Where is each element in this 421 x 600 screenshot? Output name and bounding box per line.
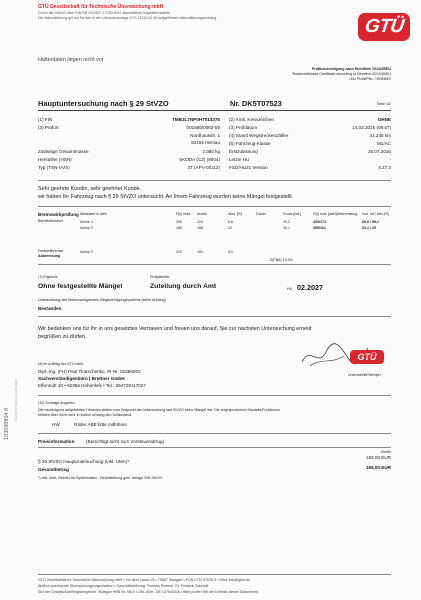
brake-header-cell: Abbremsung bbox=[337, 212, 358, 216]
brake-cell: 224 bbox=[197, 220, 203, 224]
vehicle-field-value: 92155 Hemau bbox=[191, 140, 220, 145]
vehicle-field-label: Letzte HU bbox=[229, 157, 250, 162]
vehicle-field-value: 4.27.3 bbox=[378, 165, 391, 170]
vehicle-field-value: - bbox=[389, 157, 391, 162]
brake-service-label: Betriebsbremse bbox=[38, 219, 64, 223]
gtu-stamp: GTÜ bbox=[350, 350, 384, 364]
sticker-label: Prüfplakette bbox=[150, 275, 170, 279]
brake-cell: 9,0 bbox=[228, 250, 233, 254]
price-item: § 29 StVZO Hauptuntersuchung (inkl. UMA)* bbox=[38, 459, 130, 464]
total-label: Gesamtbetrag bbox=[38, 467, 69, 472]
vehicle-field-value: SKODA (CZ) (8004) bbox=[179, 157, 220, 162]
brake-cell: 209 bbox=[176, 220, 182, 224]
brake-cell: 10,2 bbox=[283, 220, 290, 224]
brake-cell: 66,8 / 58,1 bbox=[362, 220, 379, 224]
document-title: Hauptuntersuchung nach § 29 StVZO bbox=[38, 99, 169, 108]
price-item-value: 156,00 EUR bbox=[365, 455, 391, 460]
brake-header-cell: Vorl. ist / Min [%] bbox=[362, 212, 389, 216]
page-number: Seite 1/2 bbox=[376, 102, 391, 106]
brake-header-cell: Abw. [%] bbox=[228, 212, 242, 216]
brake-cell: 191 bbox=[197, 250, 203, 254]
brake-header-cell: F(li) max [daN] bbox=[313, 212, 337, 216]
brake-cell: 166 bbox=[197, 226, 203, 230]
brake-cell: 10,1 bbox=[283, 226, 290, 230]
company-name: GTÜ Gesellschaft für Technische Überwachung mbH bbox=[38, 4, 164, 10]
brake-header-cell: Druck [bar] bbox=[283, 212, 301, 216]
greeting: Sehr geehrte Kundin, sehr geehrter Kunde, bbox=[38, 186, 142, 192]
vehicle-field-value: 41.245 km bbox=[369, 133, 391, 138]
certificate-line-2: Roadworthiness Certificate according to Directive 2014/45/EU bbox=[292, 72, 391, 76]
accreditation-line-2: Die Akkreditierung gilt nur für den in der Urkundenanlage D-IS-11110-01-00 aufgeführten Akkreditierungsumfang. bbox=[38, 16, 218, 20]
inspector-name: Dipl.-Ing. (FH) Paul Tkatschenko, PI-Nr. 01586003 bbox=[38, 369, 141, 374]
brake-cell: Achse 1 bbox=[80, 220, 93, 224]
footer-line-3: Sitz der Gesellschaft/Registergericht: Stuttgart HRB Nr. 9610 • USt.-IdNr.: DE 147841516 • Bitte prüfen Sie die Echtheit dieses Dokuments bbox=[38, 590, 259, 594]
thanks-line-1: Wir bedanken uns für Ihr in uns gesetztes Vertrauen und freuen uns darauf, Sie zur nächsten Untersuchung erneut bbox=[38, 326, 312, 332]
vehicle-field-value: 26.07.2016 bbox=[368, 149, 391, 154]
remarks-text-1: Die nachfolgend aufgeführten Hinweise stellen zum Zeitpunkt der Untersuchung laut StVZO keine Mängel dar. Die angesprochenen Bauteile/Funktionen bbox=[38, 408, 281, 412]
vehicle-field-value: TMBJL7NP0H7013375 bbox=[171, 117, 220, 122]
vehicle-field-label: (4) Stand Wegstreckenzähler bbox=[229, 133, 289, 138]
vehicle-field-label: Erstzulassung bbox=[229, 149, 258, 154]
vehicle-field-value: OHNE bbox=[377, 117, 391, 122]
vehicle-field-label: (5) Fahrzeug-Klasse bbox=[229, 141, 271, 146]
sticker-value: Zuteilung durch Amt bbox=[150, 283, 217, 290]
brake-cell: 6,6 bbox=[228, 220, 233, 224]
brake-header-cell: Dauer bbox=[256, 212, 266, 216]
brake-header-cell: F(li) links bbox=[176, 212, 191, 216]
brake-parking-label: Feststellbremse bbox=[38, 249, 64, 253]
price-note: *) Inkl. amtl. Gebühr für Systemdaten - Bereitstellung gem. Anlage VIIb StVZO. bbox=[38, 476, 164, 480]
intro-text: wir haben Ihr Fahrzeug nach § 29 StVZO untersucht. An Ihrem Fahrzeug wurden keine Mängel festgestellt. bbox=[38, 194, 294, 200]
emission-test-result: Bestanden bbox=[38, 306, 62, 311]
next-hu-date: 02.2027 bbox=[297, 283, 323, 292]
remark-code: HW bbox=[52, 422, 60, 427]
brake-header-cell: rechts bbox=[197, 212, 207, 216]
parking-brake-zfba: Z(FBA) 19,3% bbox=[270, 258, 293, 262]
vehicle-field-label: (3) Prüfort bbox=[38, 125, 59, 130]
brake-test-title: Bremswirkprüfung bbox=[38, 212, 79, 217]
vehicle-field-value: M1/AC bbox=[376, 141, 391, 146]
vehicle-field-value: 14.02.2025 (08:57) bbox=[352, 125, 391, 130]
vehicle-field-label: (1) FIN bbox=[38, 117, 53, 122]
inspector-label: (9) Im Auftrag der GTÜ mbH bbox=[38, 362, 84, 366]
remarks-label: (10) Sonstige Angaben bbox=[38, 401, 75, 405]
certificate-line-3: i-Kfz PrüfstPfer: TKNNM/V bbox=[348, 77, 391, 81]
next-hu-label: HU bbox=[287, 287, 293, 291]
brake-cell: 33,1 / 25 bbox=[362, 226, 376, 230]
vehicle-field-label: (2) Amtl. Kennzeichen bbox=[229, 117, 274, 122]
footer-line-1: GTÜ Gesellschaft für Technische Überwachung mbH • Vor dem Lauch 25 • 70567 Stuttgart • FON 0711 97676-0 • MAIL info@gtue.de bbox=[38, 578, 251, 582]
brake-deceleration-label: Abbremsung bbox=[38, 254, 61, 258]
vehicle-field-label: Typ (TSN-VVS) bbox=[38, 165, 70, 170]
remark-text: Räder ABE bitte mitführen bbox=[74, 422, 128, 427]
holder-data-note: Halterdaten liegen nicht vor bbox=[38, 57, 104, 63]
thanks-line-2: begrüßen zu dürfen. bbox=[38, 334, 87, 340]
vehicle-field-value: Nordhausstr. 1 bbox=[190, 133, 220, 138]
result-label: (7) Ergebnis bbox=[38, 275, 58, 279]
vehicle-field-label: Zulässige Gesamtmasse bbox=[38, 149, 89, 154]
gtu-logo: GTÜ bbox=[358, 13, 410, 41]
brake-cell: Achse 2 bbox=[80, 226, 93, 230]
inspector-address: Effenrodt 10 • 92366 Hohenfels • Tel.: 094729117027 bbox=[38, 383, 146, 388]
brake-cell: 355/161 bbox=[313, 226, 326, 230]
result-value: Ohne festgestellte Mängel bbox=[38, 283, 123, 290]
brake-cell: 189 bbox=[176, 226, 182, 230]
certificate-line-1: Prüfbescheinigung nach Richtlinie 2014/45/EU bbox=[311, 67, 391, 71]
vehicle-field-label: (3) Prüfdatum bbox=[229, 125, 258, 130]
brake-cell: 210 bbox=[176, 250, 182, 254]
total-value: 156,00 EUR bbox=[365, 465, 391, 470]
document-number: Nr. DK5T07523 bbox=[230, 99, 282, 108]
footer-line-2: Amtlich anerkannte Überwachungsorganisation • Geschäftsführung: Thomas Emmert, Dr. Frederik Schmidt bbox=[38, 584, 209, 588]
vehicle-field-label: FSD/HU21 Version bbox=[229, 165, 268, 170]
vehicle-field-value: 001586/0083-06 bbox=[186, 125, 220, 130]
side-serial-number: 183598854 9 bbox=[4, 407, 10, 440]
brake-cell: 433/173 bbox=[313, 220, 326, 224]
vehicle-field-label: Hersteller (HSN) bbox=[38, 157, 72, 162]
price-subtitle: (Berechtigt nicht zum Vorsteuerabzug) bbox=[86, 439, 165, 444]
side-form-code: © 2025 GTÜ (Form. 04/25-2024) bbox=[14, 379, 18, 420]
inspector-office: Sachverständigenbüro | Brettner GmbH bbox=[38, 376, 125, 381]
vehicle-field-value: 3T (APV-00112) bbox=[187, 165, 220, 170]
brutto-label: Brutto bbox=[381, 450, 391, 454]
price-title: Preisinformation bbox=[38, 439, 75, 444]
brake-cell: 12 bbox=[228, 226, 232, 230]
emission-test-label: Untersuchung des Motormanagement-/Abgasreinigungssystems (siehe Anhang) bbox=[38, 298, 166, 302]
remarks-text-2: erfüllen aber nicht mehr in vollem Umfang den Sollzustand: bbox=[38, 413, 133, 417]
signature-stamp-label: Unterschrift/Stempel bbox=[348, 373, 381, 377]
accreditation-line-1: Durch die DAkkS nach DIN EN ISO/IEC 17020:2012 akkreditierte Inspektionsstelle. bbox=[38, 11, 171, 15]
brake-cell: Achse 2 bbox=[80, 250, 93, 254]
vehicle-field-value: 2.080 kg bbox=[202, 149, 220, 154]
brake-header-cell: Messwert in daN bbox=[80, 212, 107, 216]
